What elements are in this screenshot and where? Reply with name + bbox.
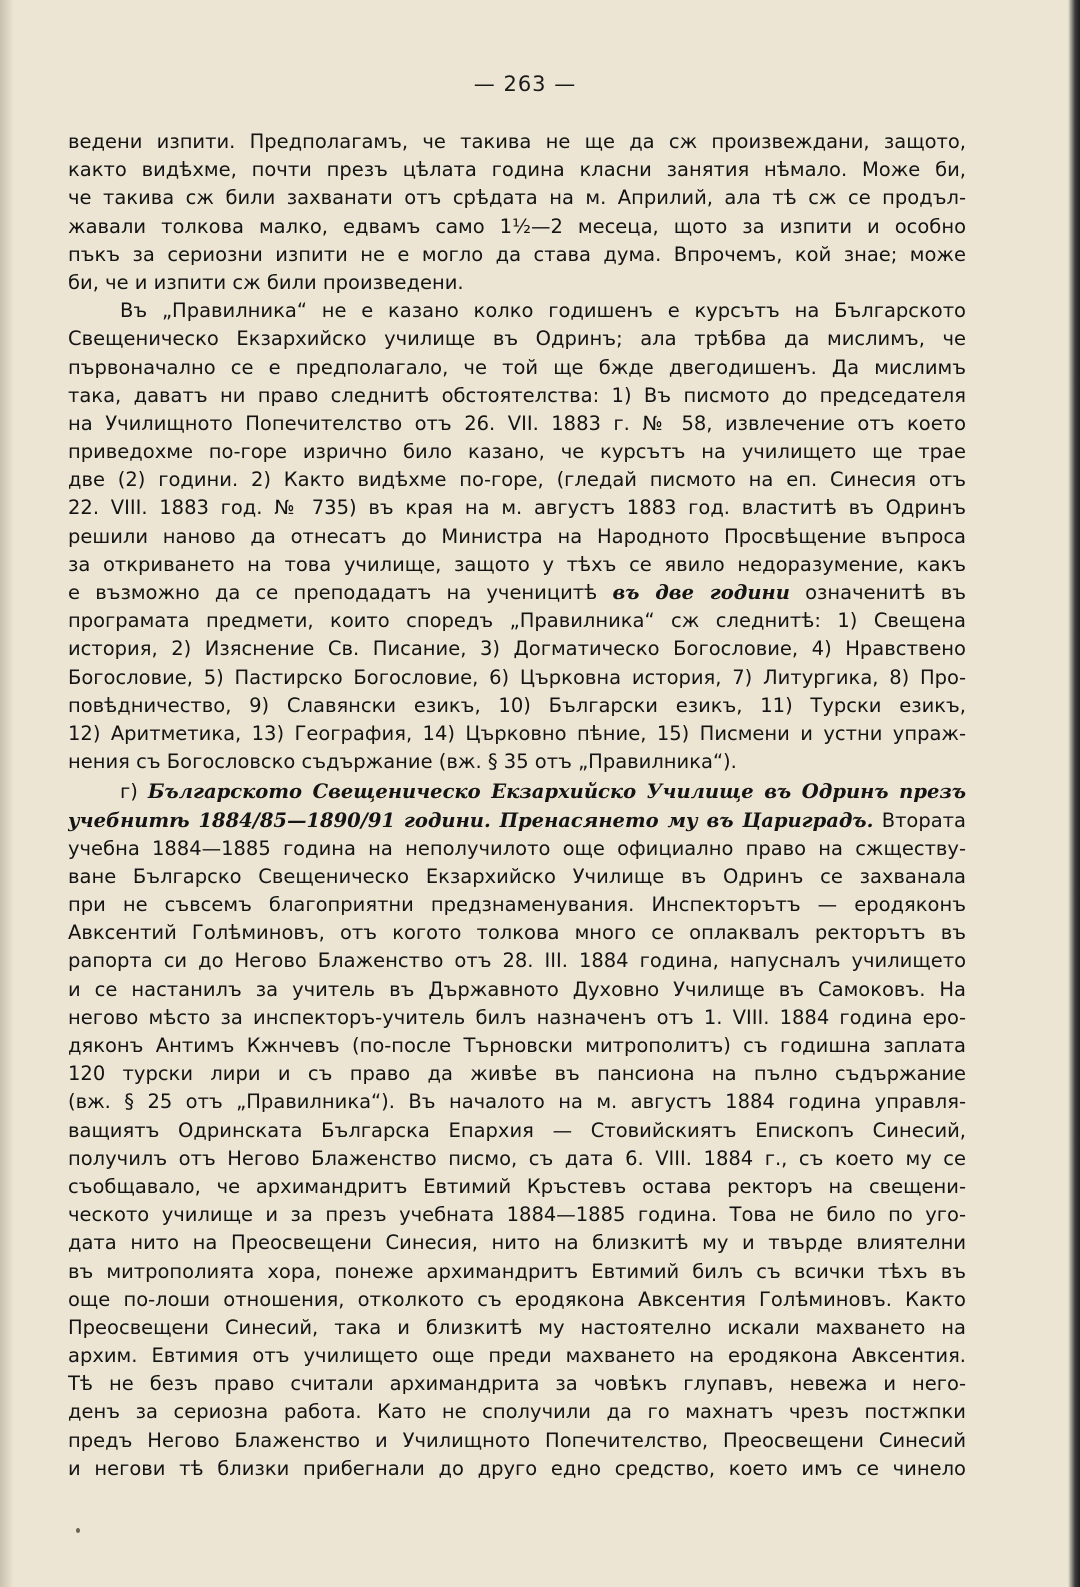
text-line: въ митрополията хора, понеже архимандритъ Евтимий билъ съ всички тѣхъ въ	[68, 1259, 966, 1283]
text-line: дата нито на Преосвещени Синесия, нито на близкитѣ му и твърде влиятелни	[68, 1231, 966, 1255]
ink-spot	[76, 1528, 80, 1533]
text-line: жавали толкова малко, едвамъ само 1½—2 месеца, щото за изпити и особно	[68, 214, 966, 238]
paragraph-course-length	[68, 297, 966, 776]
section-heading-line	[68, 778, 966, 806]
text-line: архим. Евтимия отъ училището още преди махването на еродякона Авксентия.	[68, 1344, 966, 1368]
text-line: Авксентий Голѣминовъ, отъ когото толкова много се оплаквалъ ректорътъ въ	[68, 921, 966, 945]
text-line: денъ за сериозна работа. Като не сполучили да го махнатъ чрезъ постжпки	[68, 1400, 966, 1424]
text-line: приведохме по-горе изрично било казано, че курсътъ на училището ще трае	[68, 440, 966, 464]
text-line: първоначално се е предполагало, че той ще бжде двегодишенъ. Да мислимъ	[68, 355, 966, 379]
text-line: 120 турски лири и съ право да живѣе въ пансиона на пълно съдържание	[68, 1062, 966, 1086]
text-line: Богословие, 5) Пастирско Богословие, 6) Църковна история, 7) Литургика, 8) Про-	[68, 665, 966, 689]
text-line: 12) Аритметика, 13) География, 14) Църковно пѣние, 15) Писмени и устни упраж-	[68, 721, 966, 745]
text-line: ведени изпити. Предполагамъ, че такива не ще да сж произвеждани, защото,	[68, 130, 966, 153]
section-label: г)	[120, 780, 138, 804]
text-line: Въ „Правилника“ не е казано колко годишенъ е курсътъ на Българското	[120, 299, 966, 323]
text-fragment: Втората	[881, 808, 966, 832]
text-line: ване Българско Свещеническо Екзархийско Училище въ Одринъ се захванала	[68, 864, 966, 888]
text-line: съобщавало, че архимандритъ Евтимий Кръстевъ остава ректоръ на свещени-	[68, 1174, 966, 1198]
text-line: негово мѣсто за инспекторъ-учитель билъ назначенъ отъ 1. VIII. 1884 година еро-	[68, 1005, 966, 1029]
text-line: Свещеническо Екзархийско училище въ Одринъ; ала трѣбва да мислимъ, че	[68, 327, 966, 351]
text-line: така, даватъ ни право следнитѣ обстоятелства: 1) Въ писмото до председателя	[68, 383, 966, 407]
text-line: и се настанилъ за учитель въ Държавното Духовно Училище въ Самоковъ. На	[68, 977, 966, 1001]
text-line: Тѣ не безъ право считали архимандрита за човѣкъ глупавъ, невежа и него-	[68, 1372, 966, 1396]
text-line: още по-лоши отношения, отколкото съ еродякона Авксентия Голѣминовъ. Както	[68, 1287, 966, 1311]
text-line: история, 2) Изяснение Св. Писание, 3) Догматическо Богословие, 4) Нравствено	[68, 637, 966, 661]
text-line: програмата предмети, които споредъ „Правилника“ сж следнитѣ: 1) Свещена	[68, 609, 966, 633]
body-text	[68, 128, 966, 1483]
text-line: решили наново да отнесатъ до Министра на Народното Просвѣщение въпроса	[68, 524, 966, 548]
text-line: рапорта си до Негово Блаженство отъ 28. III. 1884 година, напусналъ училището	[68, 949, 966, 973]
text-line: и негови тѣ близки прибегнали до друго едно средство, което имъ се чинело	[68, 1456, 966, 1480]
page-left-edge	[0, 0, 14, 1587]
page-number: — 263 —	[473, 72, 577, 96]
text-line: на Училищното Попечителство отъ 26. VII. 1883 г. № 58, извлечение отъ което	[68, 411, 966, 435]
text-line: учебна 1884—1885 година на неполучилото още официално право на сжществу-	[68, 836, 966, 860]
text-line: ческото училище и за презъ учебната 1884—1885 година. Това не било по уго-	[68, 1203, 966, 1227]
text-line: предъ Негово Блаженство и Училищното Попечителство, Преосвещени Синесий	[68, 1428, 966, 1452]
text-line: дяконъ Антимъ Кжнчевъ (по-после Търновски митрополитъ) съ годишна заплата	[68, 1034, 966, 1057]
text-line: повѣдничество, 9) Славянски езикъ, 10) Български езикъ, 11) Турски езикъ,	[68, 693, 966, 717]
section-g	[68, 778, 966, 1483]
text-line: пъкъ за сериозни изпити не е могло да става дума. Впрочемъ, кой знае; може	[68, 242, 966, 266]
text-line: получилъ отъ Негово Блаженство писмо, съ дата 6. VIII. 1884 г., съ което му се	[68, 1146, 966, 1170]
text-line: (вж. § 25 отъ „Правилника“). Въ началото на м. августъ 1884 година управля-	[68, 1090, 966, 1114]
text-line: нения съ Богословско съдържание (вж. § 35 отъ „Правилника“).	[68, 750, 737, 774]
text-line: при не съвсемъ благоприятни предзнаменувания. Инспекторътъ — еродяконъ	[68, 893, 966, 917]
paragraph-exams	[68, 128, 966, 297]
text-line: 22. VIII. 1883 год. № 735) въ края на м. августъ 1883 год. властитѣ въ Одринъ	[68, 496, 966, 520]
text-line: би, че и изпити сж били произведени.	[68, 270, 464, 294]
text-line: както видѣхме, почти презъ цѣлата година класни занятия нѣмало. Може би,	[68, 158, 966, 182]
emphasized-phrase: въ две години	[612, 581, 790, 604]
text-line: Преосвещени Синесий, така и близкитѣ му настоятелно искали махването на	[68, 1315, 966, 1339]
text-line: за откриването на това училище, защото у тѣхъ се явило недоразумение, какъ	[68, 552, 966, 576]
text-line: ващиятъ Одринската Българска Епархия — Стовийскиятъ Епископъ Синесий,	[68, 1118, 966, 1142]
text-line: че такива сж били захванати отъ срѣдата на м. Априлий, ала тѣ сж се продъл-	[68, 186, 966, 210]
section-heading: Българското Свещеническо Екзархийско Училище въ Одринъ презъ	[147, 780, 966, 804]
section-heading: учебнитѣ 1884/85—1890/91 години. Пренасянето му въ Цариградъ.	[68, 808, 874, 832]
page-right-edge	[1068, 0, 1080, 1587]
text-line: две (2) години. 2) Както видѣхме по-горе, (гледай писмото на еп. Синесия отъ	[68, 468, 966, 492]
section-heading-line	[68, 807, 966, 835]
text-line-with-emphasis: е възможно да се преподадатъ на ученицитѣ въ две години означенитѣ въ	[68, 581, 966, 604]
